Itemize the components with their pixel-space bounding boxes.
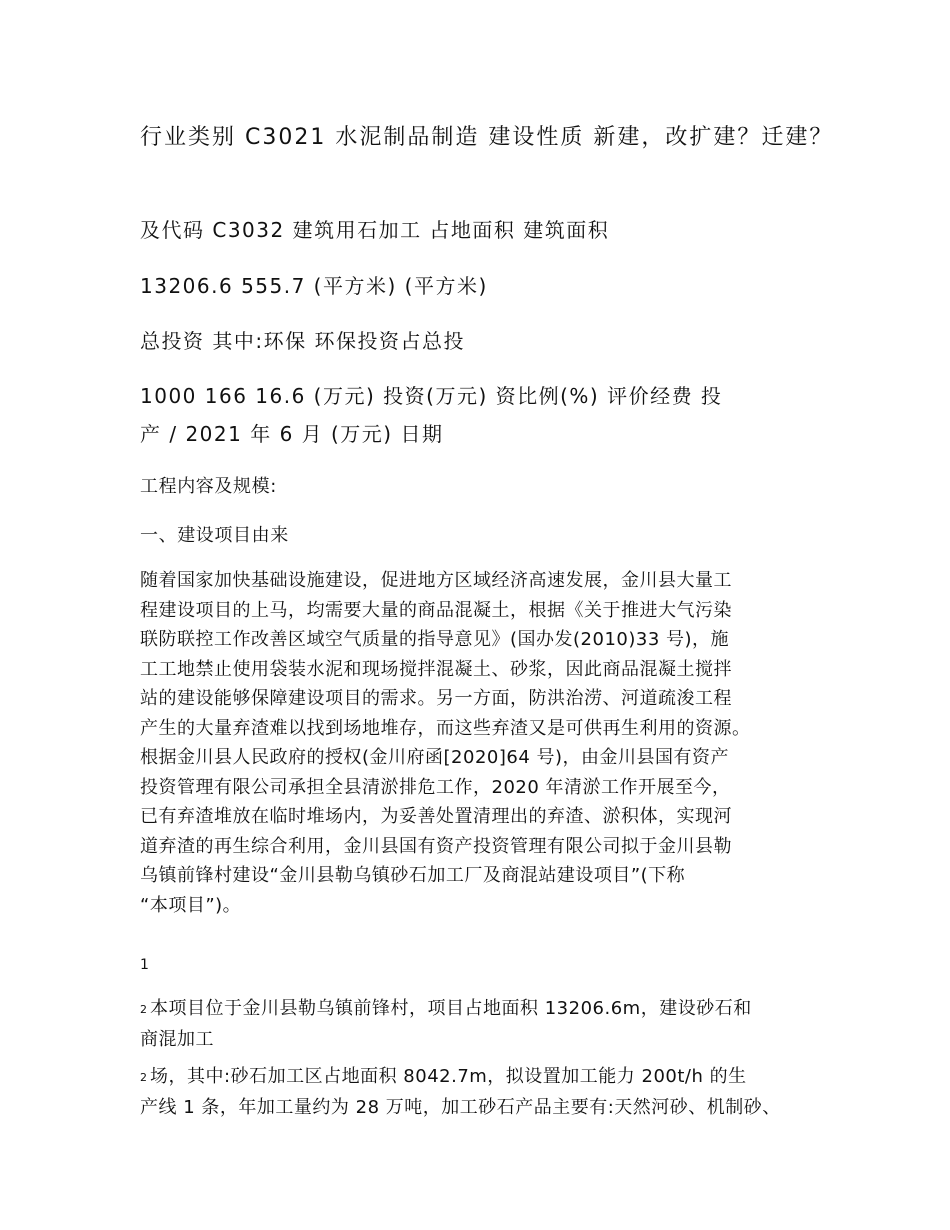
paragraph-line: 投资管理有限公司承担全县清淤排危工作，2020 年清淤工作开展至今， xyxy=(140,776,731,798)
header-line-industry: 行业类别 C3021 水泥制品制造 建设性质 新建，改扩建？迁建？ xyxy=(140,125,834,150)
header-line-date: 产 / 2021 年 6 月 (万元) 日期 xyxy=(140,422,444,446)
project-origin-paragraph xyxy=(140,566,830,920)
paragraph-line-text: 场，其中:砂石加工区占地面积 8042.7m，拟设置加工能力 200t/h 的生 xyxy=(150,1066,747,1087)
site-layout-paragraph xyxy=(140,1062,830,1122)
paragraph-line: 商混加工 xyxy=(140,1028,214,1050)
header-line-code: 及代码 C3032 建筑用石加工 占地面积 建筑面积 xyxy=(140,218,610,242)
paragraph-line: 产线 1 条，年加工量约为 28 万吨，加工砂石产品主要有:天然河砂、机制砂、 xyxy=(140,1096,781,1118)
paragraph-line: 已有弃渣堆放在临时堆场内，为妥善处置清理出的弃渣、淤积体，实现河 xyxy=(140,806,732,827)
project-location-paragraph xyxy=(140,994,830,1054)
subsection-heading: 一、建设项目由来 xyxy=(140,525,289,546)
paragraph-line: 道弃渣的再生综合利用，金川县国有资产投资管理有限公司拟于金川县勒 xyxy=(140,835,732,857)
paragraph-line: 随着国家加快基础设施建设，促进地方区域经济高速发展，金川县大量工 xyxy=(140,570,732,591)
page-number: 1 xyxy=(140,957,149,973)
header-line-investment-values: 1000 166 16.6 (万元) 投资(万元) 资比例(%) 评价经费 投 xyxy=(140,384,723,408)
paragraph-line: 产生的大量弃渣难以找到场地堆存，而这些弃渣又是可供再生利用的资源。 xyxy=(140,717,751,739)
paragraph-line: 乌镇前锋村建设“金川县勒乌镇砂石加工厂及商混站建设项目”(下称 xyxy=(140,865,686,886)
paragraph-line: 联防联控工作改善区域空气质量的指导意见》(国办发(2010)33 号)，施 xyxy=(140,629,730,650)
section-heading: 工程内容及规模: xyxy=(140,476,277,497)
paragraph-line: 工工地禁止使用袋装水泥和现场搅拌混凝土、砂浆，因此商品混凝土搅拌 xyxy=(140,658,732,680)
superscript-marker: 2 xyxy=(140,1071,147,1084)
superscript-marker: 2 xyxy=(140,1003,147,1016)
paragraph-line: “本项目”)。 xyxy=(140,894,242,916)
header-line-area: 13206.6 555.7 (平方米) (平方米) xyxy=(140,274,488,298)
paragraph-line: 站的建设能够保障建设项目的需求。另一方面，防洪治涝、河道疏浚工程 xyxy=(140,688,732,709)
paragraph-line: 程建设项目的上马，均需要大量的商品混凝土，根据《关于推进大气污染 xyxy=(140,599,732,621)
paragraph-line-text: 本项目位于金川县勒乌镇前锋村，项目占地面积 13206.6m，建设砂石和 xyxy=(150,998,752,1019)
header-line-investment: 总投资 其中:环保 环保投资占总投 xyxy=(140,329,465,353)
paragraph-line xyxy=(140,994,830,1025)
paragraph-line: 根据金川县人民政府的授权(金川府函[2020]64 号)，由金川县国有资产 xyxy=(140,747,730,768)
paragraph-line xyxy=(140,1062,830,1093)
